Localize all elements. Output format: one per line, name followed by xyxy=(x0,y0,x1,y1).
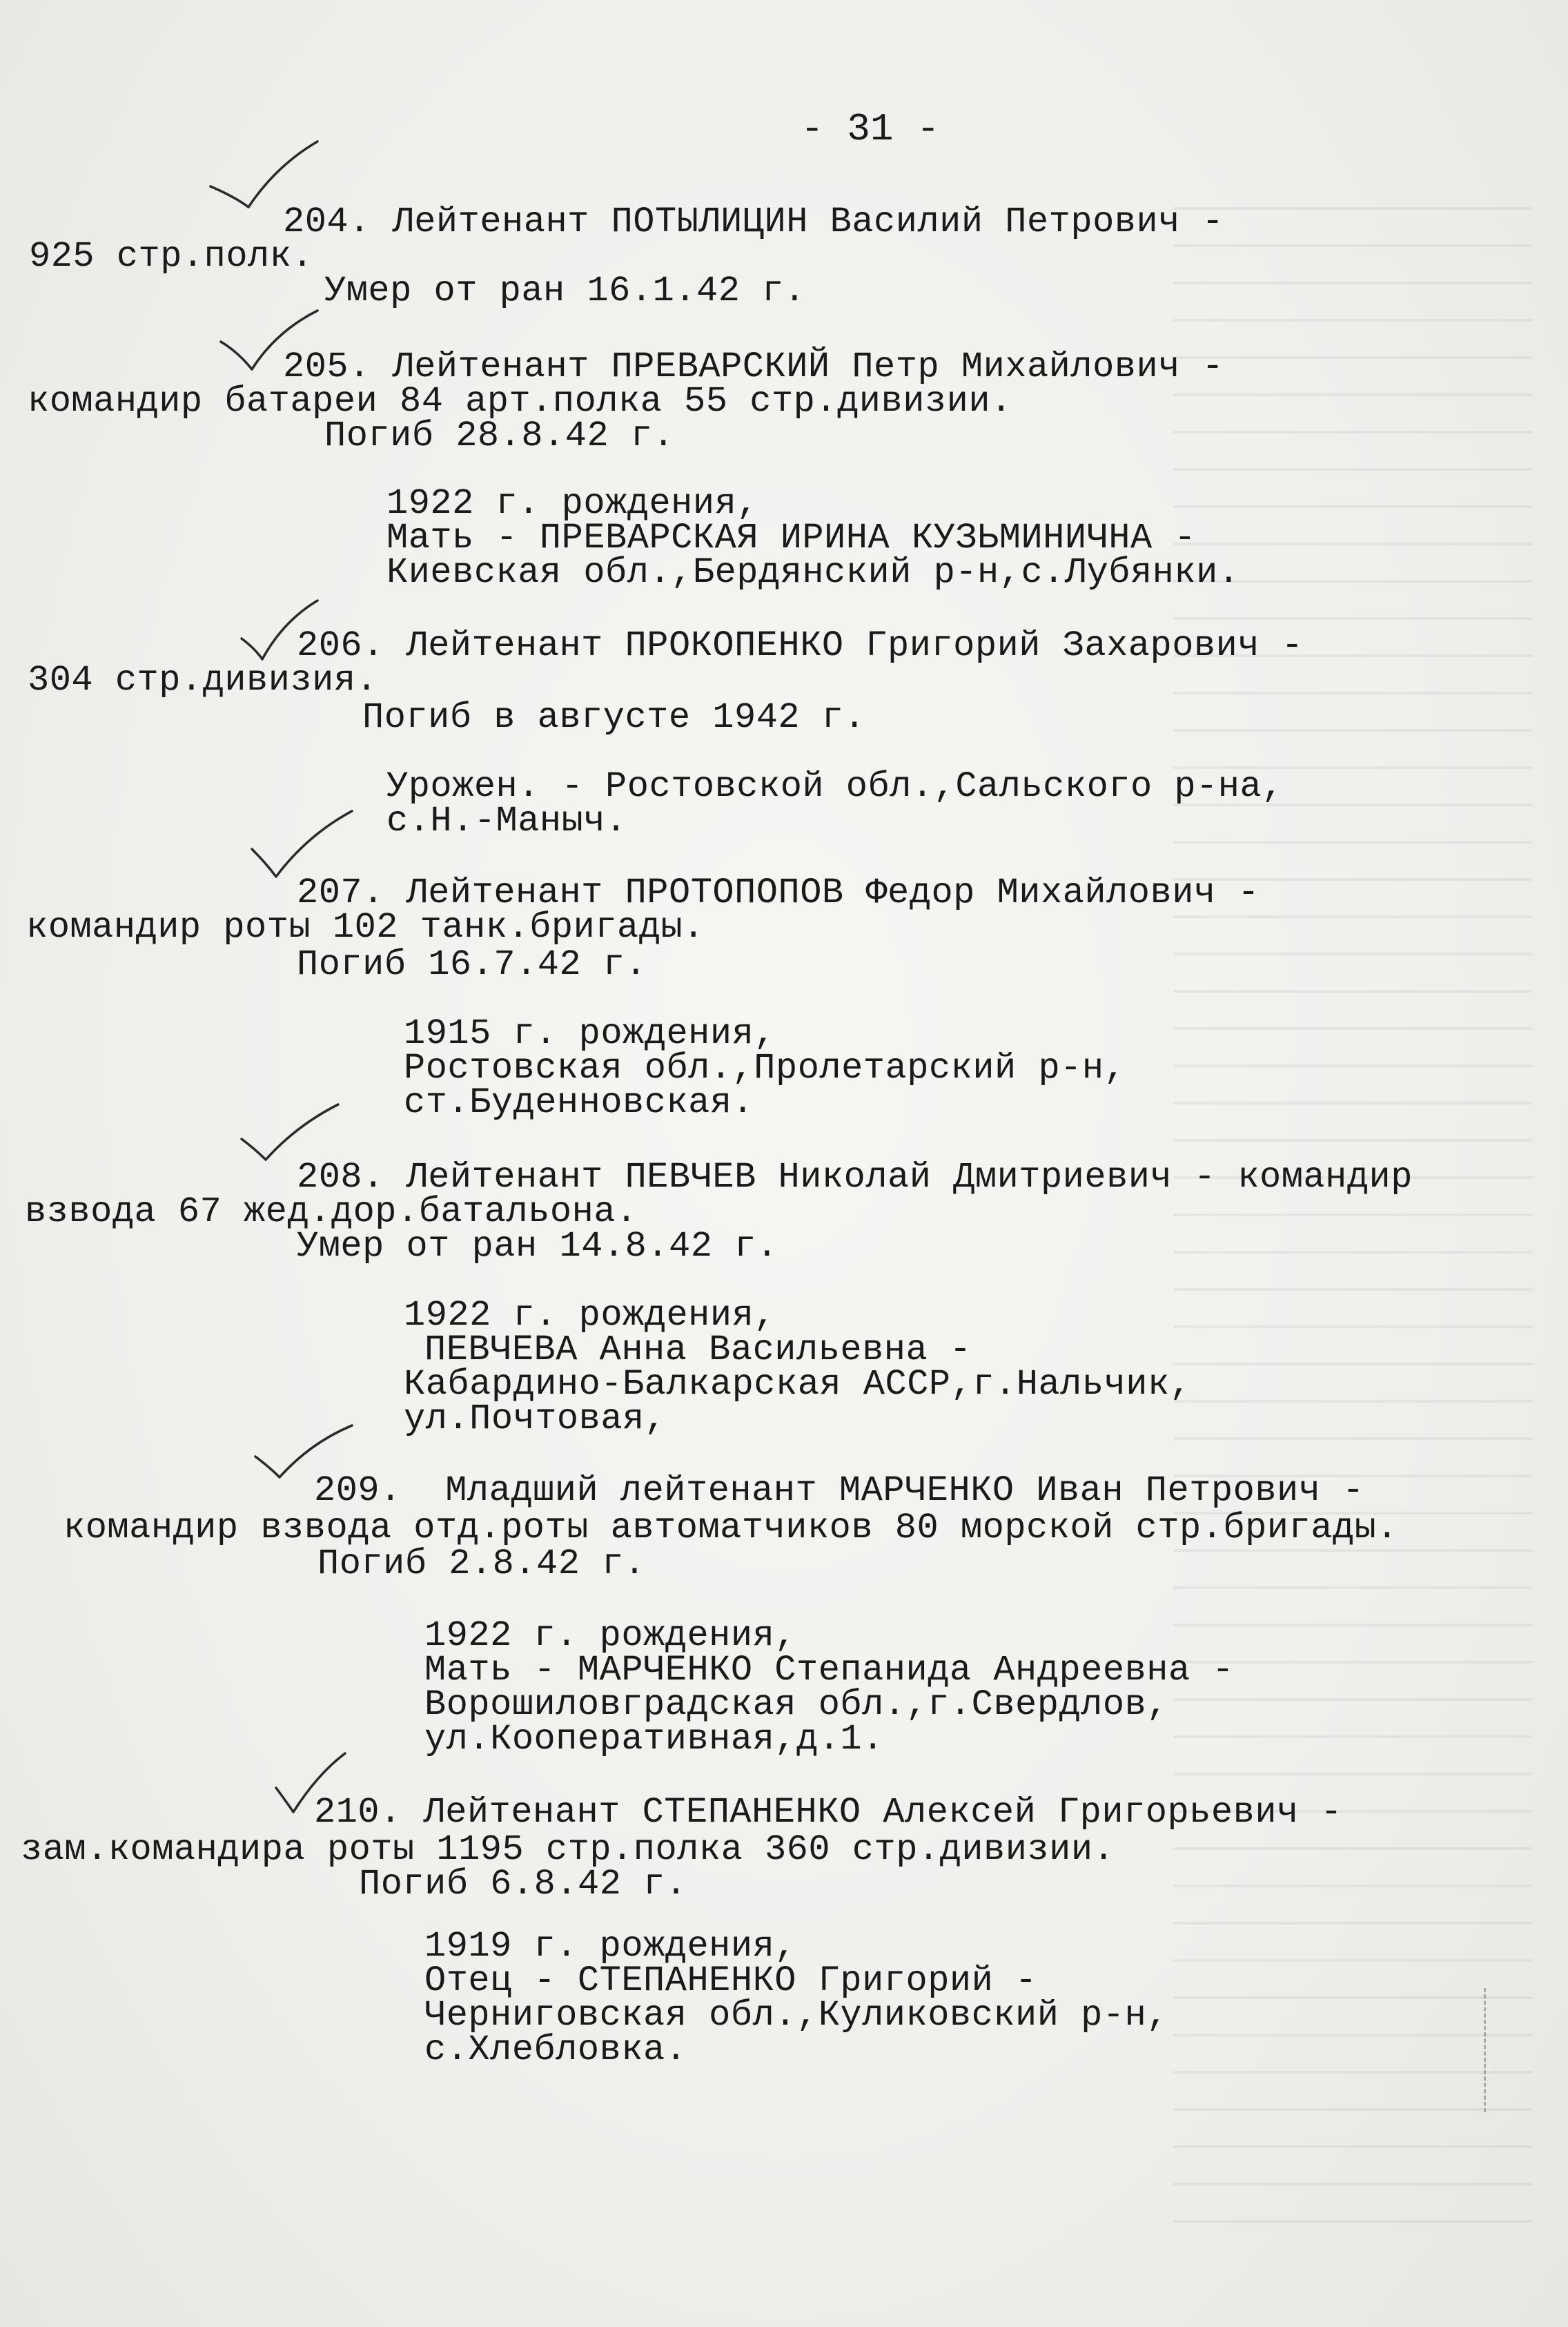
entry-210-detail-4: с.Хлебловка. xyxy=(424,2029,687,2070)
entry-205-detail-2: Мать - ПРЕВАРСКАЯ ИРИНА КУЗЬМИНИЧНА - xyxy=(386,518,1197,558)
entry-210-unit: зам.командира роты 1195 стр.полка 360 стр.дивизии. xyxy=(21,1829,1115,1870)
entry-207-unit: командир роты 102 танк.бригады. xyxy=(26,907,705,948)
entry-210-detail-1: 1919 г. рождения, xyxy=(424,1926,796,1967)
entry-206-title: 206. Лейтенант ПРОКОПЕНКО Григорий Захарович - xyxy=(297,625,1304,666)
entry-208-detail-4: ул.Почтовая, xyxy=(404,1399,667,1439)
entry-205-unit: командир батареи 84 арт.полка 55 стр.дивизии. xyxy=(28,381,1012,422)
entry-208-detail-3: Кабардино-Балкарская АССР,г.Нальчик, xyxy=(404,1364,1192,1405)
entry-205-detail-1: 1922 г. рождения, xyxy=(386,483,758,524)
entry-204-unit: 925 стр.полк. xyxy=(29,236,314,277)
entry-206-detail-2: с.Н.-Маныч. xyxy=(386,801,627,841)
bleed-through-shadow xyxy=(1173,179,1532,2250)
entry-209-detail-4: ул.Кооперативная,д.1. xyxy=(424,1719,884,1760)
entry-208-fate: Умер от ран 14.8.42 г. xyxy=(297,1226,778,1267)
entry-208-title: 208. Лейтенант ПЕВЧЕВ Николай Дмитриевич - командир xyxy=(297,1157,1413,1198)
entry-209-detail-2: Мать - МАРЧЕНКО Степанида Андреевна - xyxy=(424,1650,1235,1691)
entry-209-detail-1: 1922 г. рождения, xyxy=(424,1615,796,1656)
margin-edge-mark xyxy=(1463,1988,1486,2112)
entry-209-title: 209. Младший лейтенант МАРЧЕНКО Иван Петрович - xyxy=(314,1470,1364,1511)
entry-205-detail-3: Киевская обл.,Бердянский р-н,с.Лубянки. xyxy=(386,552,1240,593)
entry-209-fate: Погиб 2.8.42 г. xyxy=(317,1544,646,1584)
entry-210-title: 210. Лейтенант СТЕПАНЕНКО Алексей Григорьевич - xyxy=(314,1792,1343,1833)
entry-207-detail-1: 1915 г. рождения, xyxy=(404,1013,776,1054)
page-number: - 31 - xyxy=(801,107,940,151)
entry-205-fate: Погиб 28.8.42 г. xyxy=(324,416,675,456)
entry-209-detail-3: Ворошиловградская обл.,г.Свердлов, xyxy=(424,1684,1168,1725)
entry-208-detail-2: ПЕВЧЕВА Анна Васильевна - xyxy=(424,1330,972,1370)
entry-207-detail-3: ст.Буденновская. xyxy=(404,1082,754,1123)
entry-206-detail-1: Урожен. - Ростовской обл.,Сальского р-на, xyxy=(386,766,1284,807)
entry-209-unit: командир взвода отд.роты автоматчиков 80 морской стр.бригады. xyxy=(63,1508,1399,1548)
entry-208-detail-1: 1922 г. рождения, xyxy=(404,1295,776,1336)
entry-204-fate: Умер от ран 16.1.42 г. xyxy=(324,271,806,311)
entry-210-fate: Погиб 6.8.42 г. xyxy=(359,1864,687,1905)
entry-206-fate: Погиб в августе 1942 г. xyxy=(362,697,866,738)
entry-206-unit: 304 стр.дивизия. xyxy=(28,660,378,701)
entry-207-detail-2: Ростовская обл.,Пролетарский р-н, xyxy=(404,1048,1126,1089)
entry-210-detail-2: Отец - СТЕПАНЕНКО Григорий - xyxy=(424,1960,1037,2001)
entry-210-detail-3: Черниговская обл.,Куликовский р-н, xyxy=(424,1995,1168,2036)
entry-205-title: 205. Лейтенант ПРЕВАРСКИЙ Петр Михайлович - xyxy=(283,347,1224,387)
entry-204-title: 204. Лейтенант ПОТЫЛИЦИН Василий Петрович - xyxy=(283,202,1224,242)
entry-208-unit: взвода 67 жед.дор.батальона. xyxy=(25,1191,638,1232)
entry-207-fate: Погиб 16.7.42 г. xyxy=(297,944,647,985)
entry-207-title: 207. Лейтенант ПРОТОПОПОВ Федор Михайлович - xyxy=(297,873,1260,913)
